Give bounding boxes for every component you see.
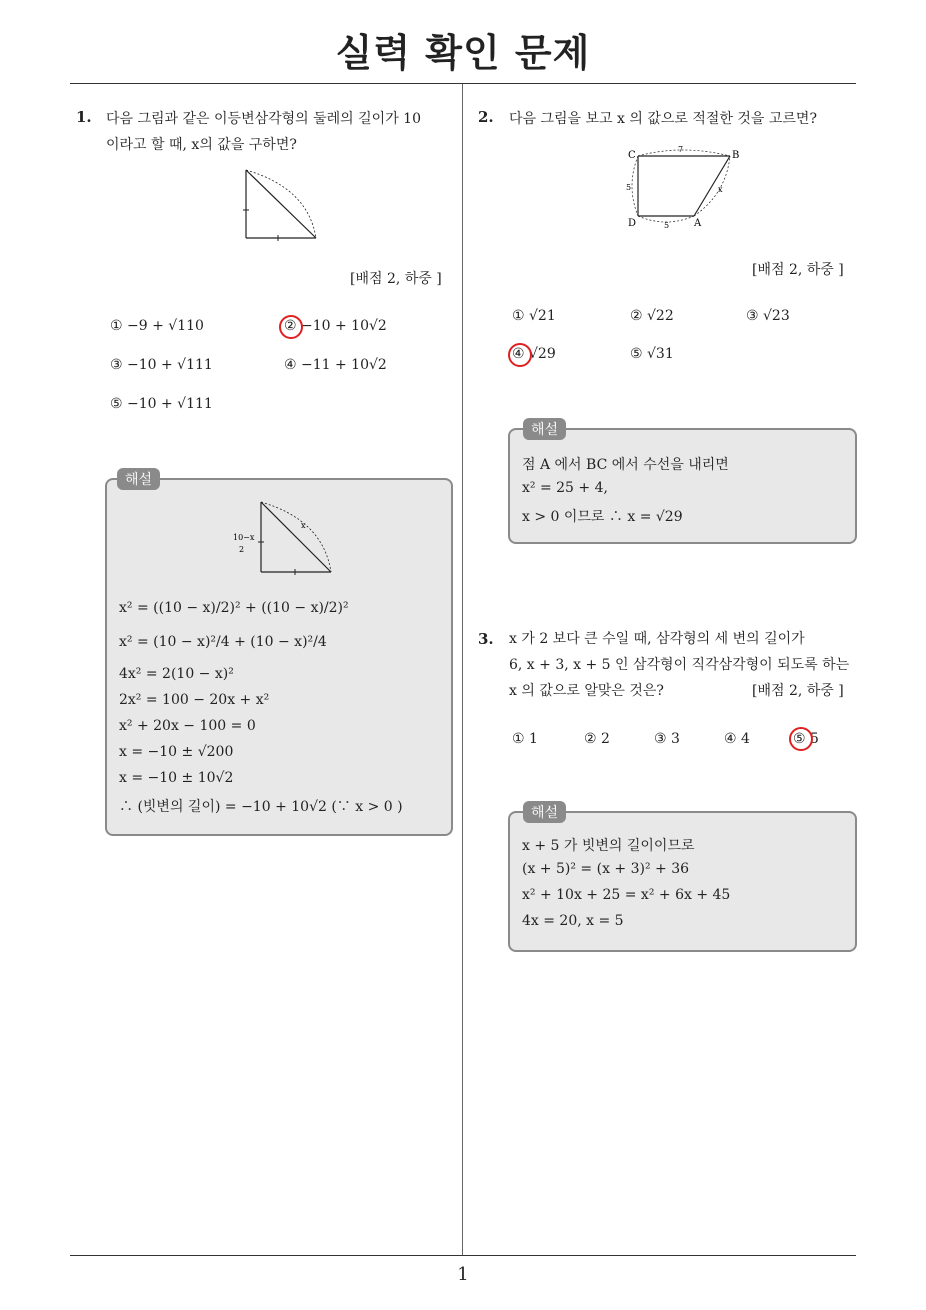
q1-option-3[interactable]: ③ −10 + √111 xyxy=(110,357,213,373)
q1-number: 1. xyxy=(76,108,92,126)
q3-number: 3. xyxy=(478,630,494,648)
q2-option-2[interactable]: ② √22 xyxy=(630,308,674,324)
q1-solution-tag: 해설 xyxy=(117,468,160,490)
q3-option-5[interactable]: ⑤ 5 xyxy=(793,731,819,747)
q2-label-A: A xyxy=(694,218,702,229)
q2-label-slant: x xyxy=(718,185,723,194)
page-title: 실력 확인 문제 xyxy=(335,31,591,75)
q1-solution-diagram xyxy=(227,498,337,578)
q3-solution-line: x² + 10x + 25 = x² + 6x + 45 xyxy=(522,887,731,903)
q1-solution-line: x = −10 ± √200 xyxy=(119,744,234,760)
q2-solution-line: x² = 25 + 4, xyxy=(522,480,608,496)
q2-label-bottom: 5 xyxy=(664,221,670,230)
q1-solution-line: 4x² = 2(10 − x)² xyxy=(119,666,234,682)
q1-selected-mark xyxy=(279,315,303,339)
q1-triangle-diagram xyxy=(236,166,326,244)
q1-option-2[interactable]: ② −10 + 10√2 xyxy=(284,318,387,334)
q2-solution-line: 점 A 에서 BC 에서 수선을 내리면 xyxy=(522,457,729,473)
q3-text-line3: x 의 값으로 알맞은 것은? xyxy=(509,683,664,699)
q1-solution-box xyxy=(105,478,453,836)
q2-option-1[interactable]: ① √21 xyxy=(512,308,556,324)
q1-solution-line: ∴ (빗변의 길이) = −10 + 10√2 (∵ x > 0 ) xyxy=(119,799,403,815)
q2-selected-mark xyxy=(508,343,532,367)
q1-option-4[interactable]: ④ −11 + 10√2 xyxy=(284,357,387,373)
q3-solution-line: (x + 5)² = (x + 3)² + 36 xyxy=(522,861,690,877)
q1-score: [배점 2, 하중 ] xyxy=(350,271,442,287)
column-divider xyxy=(462,84,463,1256)
q2-option-4[interactable]: ④ √29 xyxy=(512,346,556,362)
q2-label-D: D xyxy=(628,218,637,229)
q1-solution-line: x² + 20x − 100 = 0 xyxy=(119,718,256,734)
q3-selected-mark xyxy=(789,727,813,751)
q2-text: 다음 그림을 보고 x 의 값으로 적절한 것을 고르면? xyxy=(509,111,817,127)
q2-label-left: 5 xyxy=(626,183,632,192)
q2-option-3[interactable]: ③ √23 xyxy=(746,308,790,324)
q2-label-C: C xyxy=(628,150,636,161)
q2-solution-tag: 해설 xyxy=(523,418,566,440)
q3-score: [배점 2, 하중 ] xyxy=(752,683,844,699)
top-rule xyxy=(70,83,856,84)
q3-option-4[interactable]: ④ 4 xyxy=(724,731,750,747)
q3-solution-tag: 해설 xyxy=(523,801,566,823)
q1-solution-line: x² = ((10 − x)/2)² + ((10 − x)/2)² xyxy=(119,600,349,616)
page-number: 1 xyxy=(457,1264,469,1285)
q2-score: [배점 2, 하중 ] xyxy=(752,262,844,278)
q3-text-line2: 6, x + 3, x + 5 인 삼각형이 직각삼각형이 되도록 하는 xyxy=(509,657,850,673)
q3-option-3[interactable]: ③ 3 xyxy=(654,731,680,747)
q2-trapezoid-diagram xyxy=(622,144,744,232)
q1-diagram-left2-label: 2 xyxy=(239,545,245,554)
q1-text xyxy=(106,106,456,158)
q1-text-line2: 이라고 할 때, x의 값을 구하면? xyxy=(106,137,297,153)
q2-option-5[interactable]: ⑤ √31 xyxy=(630,346,674,362)
q3-option-1[interactable]: ① 1 xyxy=(512,731,538,747)
q2-number: 2. xyxy=(478,108,494,126)
q2-solution-line: x > 0 이므로 ∴ x = √29 xyxy=(522,509,683,525)
q2-solution-box xyxy=(508,428,857,544)
bottom-rule xyxy=(70,1255,856,1256)
q3-option-2[interactable]: ② 2 xyxy=(584,731,610,747)
q2-label-top: 7 xyxy=(678,145,684,154)
q3-text-line1: x 가 2 보다 큰 수일 때, 삼각형의 세 변의 길이가 xyxy=(509,631,805,647)
q3-solution-line: x + 5 가 빗변의 길이이므로 xyxy=(522,838,695,854)
q1-solution-line: 2x² = 100 − 20x + x² xyxy=(119,692,270,708)
q1-solution-line: x² = (10 − x)²/4 + (10 − x)²/4 xyxy=(119,634,327,650)
q3-solution-line: 4x = 20, x = 5 xyxy=(522,913,624,929)
q1-option-1[interactable]: ① −9 + √110 xyxy=(110,318,204,334)
q1-option-5[interactable]: ⑤ −10 + √111 xyxy=(110,396,213,412)
q1-diagram-hyp-label: x xyxy=(301,521,306,530)
q1-solution-line: x = −10 ± 10√2 xyxy=(119,770,234,786)
q1-text-line1: 다음 그림과 같은 이등변삼각형의 둘레의 길이가 10 xyxy=(106,111,421,127)
q2-label-B: B xyxy=(732,150,740,161)
q3-solution-box xyxy=(508,811,857,952)
q1-diagram-left-label: 10−x xyxy=(233,533,255,542)
